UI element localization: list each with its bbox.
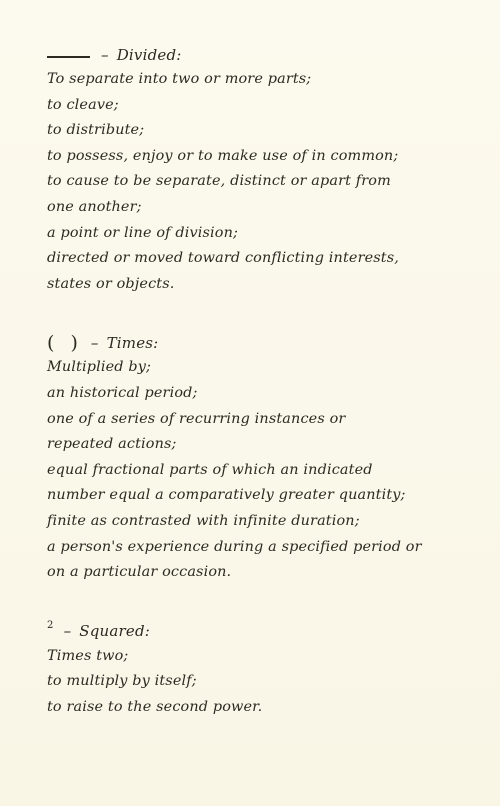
definition-line: Multiplied by; (47, 359, 152, 376)
definition-line: to possess, enjoy or to make use of in common; (47, 147, 399, 164)
heading-dash: – (63, 622, 72, 641)
definition-heading (47, 619, 480, 644)
definition-line: equal fractional parts of which an indicated (47, 461, 373, 478)
definition-term: Divided: (116, 45, 182, 64)
definition-divided (47, 42, 480, 297)
definition-line: to raise to the second power. (47, 698, 263, 715)
definition-line: finite as contrasted with infinite duration; (47, 512, 360, 529)
definition-times (47, 330, 480, 585)
definition-line: To separate into two or more parts; (47, 71, 312, 87)
definition-line: a point or line of division; (47, 224, 239, 241)
definition-line: Times two; (47, 647, 129, 664)
superscript-two-symbol: 2 (47, 619, 54, 631)
definition-line: one another; (47, 198, 142, 215)
definition-line: to cause to be separate, distinct or apart from (47, 173, 391, 190)
line-symbol-icon (47, 56, 90, 58)
definition-term: Squared: (79, 622, 151, 641)
definition-line: to distribute; (47, 122, 145, 139)
definition-term: Times: (106, 333, 159, 352)
definition-line: an historical period; (47, 384, 198, 401)
definition-heading (47, 42, 480, 67)
definition-line: to cleave; (47, 96, 119, 113)
definition-line: a person's experience during a specified period or (47, 538, 422, 555)
definition-line: directed or moved toward conflicting interests, (47, 250, 399, 267)
definition-heading (47, 330, 480, 355)
definition-line: one of a series of recurring instances or (47, 410, 346, 427)
heading-dash: – (101, 45, 109, 64)
definition-line: repeated actions; (47, 436, 177, 453)
definition-line: on a particular occasion. (47, 564, 232, 581)
heading-dash: – (90, 333, 99, 352)
definition-line: to multiply by itself; (47, 673, 197, 690)
definition-squared (47, 619, 480, 721)
definition-line: states or objects. (47, 275, 175, 292)
parentheses-symbol: ( ) (47, 331, 83, 354)
definition-line: number equal a comparatively greater quantity; (47, 487, 406, 504)
